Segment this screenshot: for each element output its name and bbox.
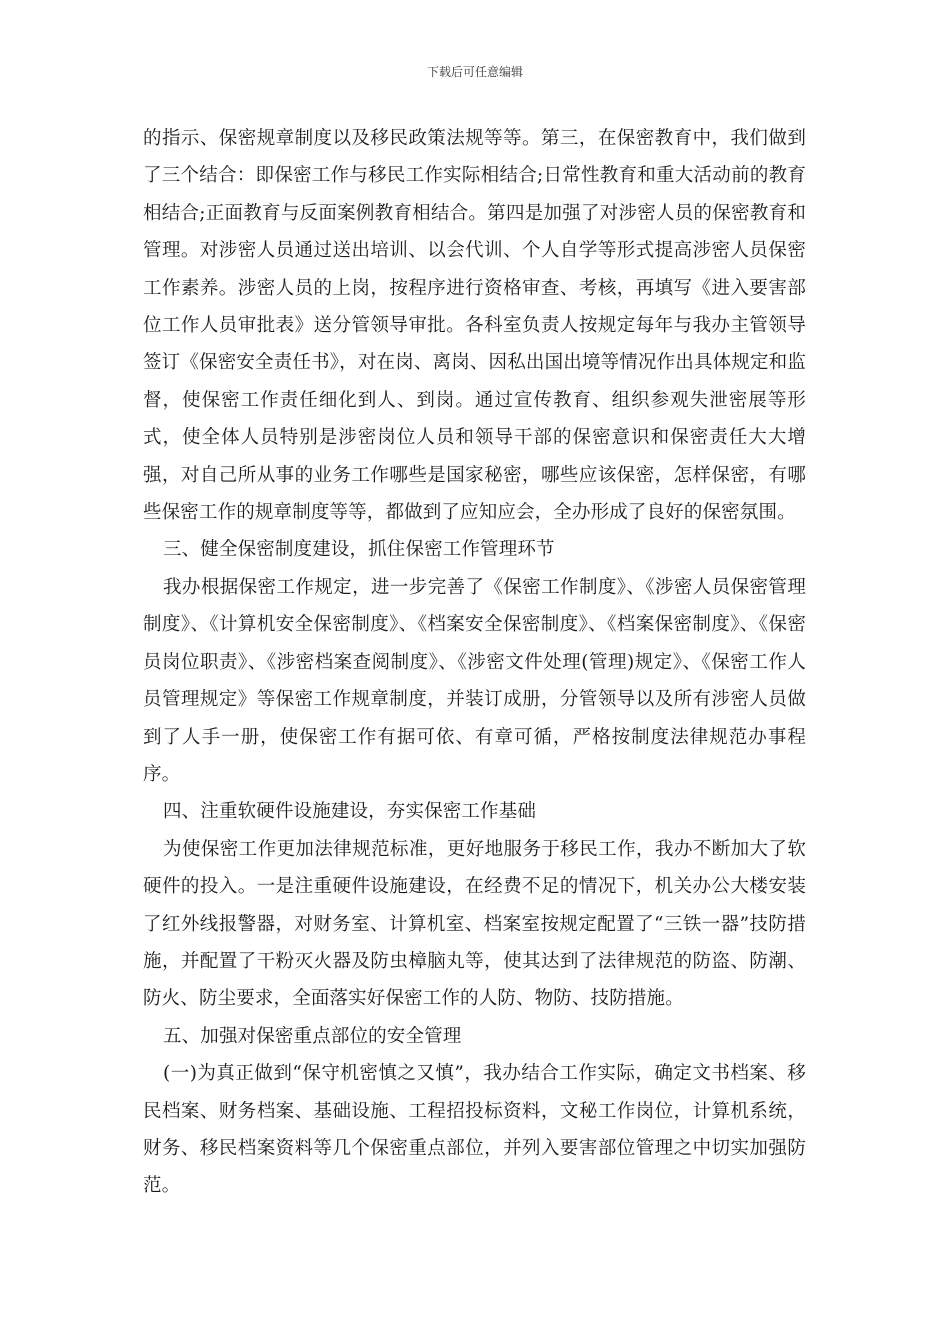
document-body — [143, 120, 806, 1205]
body-paragraph: (一)为真正做到“保守机密慎之又慎”，我办结合工作实际，确定文书档案、移民档案、财务档案、基础设施、工程招投标资料，文秘工作岗位，计算机系统，财务、移民档案资料等几个保密重点部位，并列入要害部位管理之中切实加强防范。 — [143, 1063, 806, 1197]
body-paragraph: 为使保密工作更加法律规范标准，更好地服务于移民工作，我办不断加大了软硬件的投入。一是注重硬件设施建设，在经费不足的情况下，机关办公大楼安装了红外线报警器，对财务室、计算机室、档案室按规定配置了“三铁一器”技防措施，并配置了干粉灭火器及防虫樟脑丸等，使其达到了法律规范的防盗、防潮、防火、防尘要求，全面落实好保密工作的人防、物防、技防措施。 — [143, 838, 806, 1010]
body-paragraph: 我办根据保密工作规定，进一步完善了《保密工作制度》、《涉密人员保密管理制度》、《计算机安全保密制度》、《档案安全保密制度》、《档案保密制度》、《保密员岗位职责》、《涉密档案查阅制度》、《涉密文件处理(管理)规定》、《保密工作人员管理规定》等保密工作规章制度，并装订成册，分管领导以及所有涉密人员做到了人手一册，使保密工作有据可依、有章可循，严格按制度法律规范办事程序。 — [143, 576, 806, 785]
section-heading: 三、健全保密制度建设，抓住保密工作管理环节 — [163, 539, 555, 561]
body-paragraph: 的指示、保密规章制度以及移民政策法规等等。第三，在保密教育中，我们做到了三个结合：即保密工作与移民工作实际相结合;日常性教育和重大活动前的教育相结合;正面教育与反面案例教育相结合。第四是加强了对涉密人员的保密教育和管理。对涉密人员通过送出培训、以会代训、个人自学等形式提高涉密人员保密工作素养。涉密人员的上岗，按程序进行资格审查、考核，再填写《进入要害部位工作人员审批表》送分管领导审批。各科室负责人按规定每年与我办主管领导签订《保密安全责任书》，对在岗、离岗、因私出国出境等情况作出具体规定和监督，使保密工作责任细化到人、到岗。通过宣传教育、组织参观失泄密展等形式，使全体人员特别是涉密岗位人员和领导干部的保密意识和保密责任大大增强，对自己所从事的业务工作哪些是国家秘密，哪些应该保密，怎样保密，有哪些保密工作的规章制度等等，都做到了应知应会，全办形成了良好的保密氛围。 — [143, 128, 806, 524]
section-heading: 四、注重软硬件设施建设，夯实保密工作基础 — [163, 801, 537, 823]
section-heading: 五、加强对保密重点部位的安全管理 — [163, 1025, 462, 1047]
page-header: 下载后可任意编辑 — [426, 65, 523, 79]
